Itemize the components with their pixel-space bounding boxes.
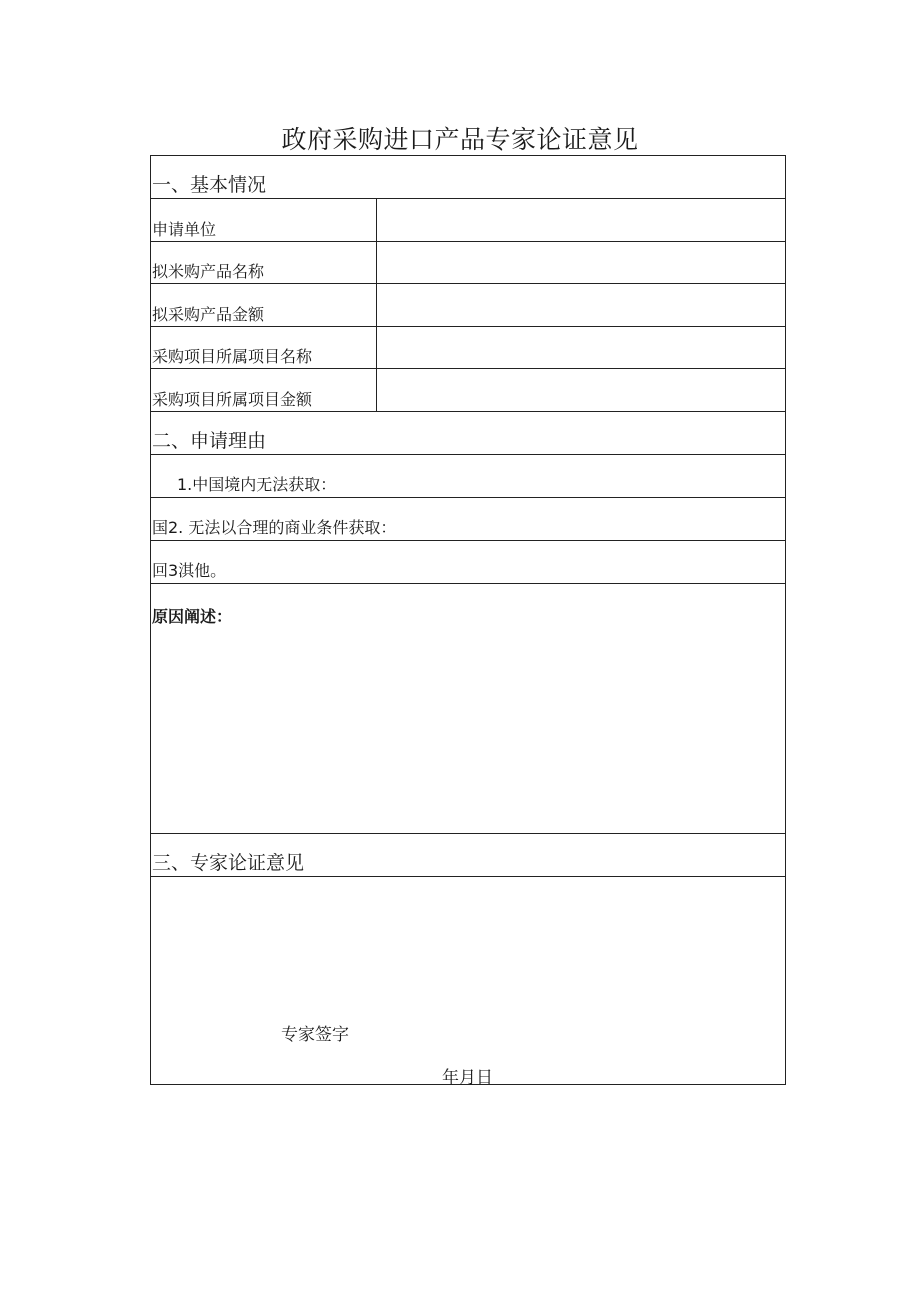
row-applicant: [151, 199, 785, 242]
date-label: 年月日: [442, 1068, 493, 1088]
section2-heading-row: [151, 412, 785, 455]
section1-heading: 一、基本情况: [152, 174, 267, 196]
row-project-amount: [151, 369, 785, 412]
page-title: 政府采购进口产品专家论证意见: [281, 125, 639, 154]
section2-heading: 二、申请理由: [152, 430, 267, 452]
row-project-name: [151, 327, 785, 369]
section3-heading: 三、专家论证意见: [152, 852, 305, 874]
field-project-name[interactable]: [376, 327, 785, 368]
label-product-amount: 拟采购产品金额: [152, 305, 265, 324]
label-project-name: 采购项目所属项目名称: [152, 347, 313, 366]
expert-opinion-area[interactable]: [151, 877, 785, 1088]
reason-row[interactable]: [151, 584, 785, 834]
argument-form-table: [150, 155, 786, 1088]
option-row-1[interactable]: [151, 455, 785, 498]
field-product-amount[interactable]: [376, 284, 785, 326]
option-row-2[interactable]: [151, 498, 785, 541]
field-project-amount[interactable]: [376, 369, 785, 411]
row-product-amount: [151, 284, 785, 327]
section1-heading-row: [151, 156, 785, 199]
option-row-3[interactable]: [151, 541, 785, 584]
label-project-amount: 采购项目所属项目金额: [152, 390, 313, 409]
section3-heading-row: [151, 834, 785, 877]
option-unreasonable-terms[interactable]: 国2. 无法以合理的商业条件获取：: [152, 518, 397, 537]
option-unavailable-domestic[interactable]: 1.中国境内无法获取：: [177, 475, 337, 494]
reason-label: 原因阐述：: [152, 607, 233, 626]
field-applicant[interactable]: [376, 199, 785, 241]
field-product-name[interactable]: [376, 242, 785, 283]
label-product-name: 拟米购产品名称: [152, 262, 265, 281]
signature-label: 专家签字: [281, 1025, 349, 1045]
row-product-name: [151, 242, 785, 284]
label-applicant: 申请单位: [152, 220, 217, 239]
option-other[interactable]: 回3淇他。: [152, 561, 227, 580]
